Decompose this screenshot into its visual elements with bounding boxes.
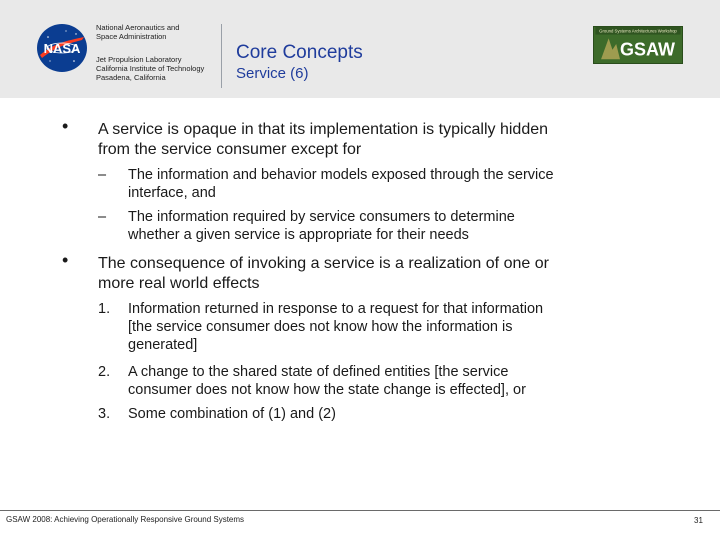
- gsaw-banner-text: Ground Systems Architectures Workshop: [599, 28, 677, 34]
- header-divider: [221, 24, 222, 88]
- footer-text: GSAW 2008: Achieving Operationally Responsive Ground Systems: [6, 515, 245, 524]
- nasa-logo-icon: [36, 23, 88, 73]
- page-number: 31: [694, 516, 703, 525]
- gsaw-logo-text: GSAW: [619, 39, 675, 60]
- bullet-text: The consequence of invoking a service is a realization of one or: [98, 255, 549, 272]
- lab-name: [96, 55, 204, 82]
- bullet-text: A service is opaque in that its implementation is typically hidden: [98, 121, 549, 138]
- numbered-item-text: A change to the shared state of defined entities [the service: [128, 364, 509, 380]
- bullet-marker: •: [62, 116, 69, 136]
- lab-name-line: Pasadena, California: [96, 73, 166, 82]
- numbered-item-text: consumer does not know how the state change is effected], or: [128, 382, 526, 398]
- bullet-marker: •: [62, 250, 69, 270]
- org-name: [96, 23, 179, 41]
- sub-bullet-marker: –: [98, 209, 107, 225]
- list-number: 1.: [98, 301, 111, 317]
- sub-bullet-text: whether a given service is appropriate for their needs: [128, 227, 469, 243]
- lab-name-line: Jet Propulsion Laboratory: [96, 55, 182, 64]
- org-name-line: Space Administration: [96, 32, 167, 41]
- footer-divider: [0, 510, 720, 511]
- slide-title: Core Concepts: [236, 42, 363, 63]
- sub-bullet-text: The information required by service consumers to determine: [128, 209, 515, 225]
- numbered-item-text: [the service consumer does not know how the information is: [128, 319, 513, 335]
- numbered-item: [128, 405, 336, 423]
- sub-bullet-item: [128, 166, 554, 202]
- sub-bullet-text: interface, and: [128, 185, 216, 201]
- numbered-item: [128, 363, 526, 399]
- sub-bullet-text: The information and behavior models exposed through the service: [128, 167, 554, 183]
- bullet-item: [98, 254, 549, 294]
- org-name-line: National Aeronautics and: [96, 23, 180, 32]
- slide-subtitle: Service (6): [236, 65, 309, 82]
- numbered-item-text: generated]: [128, 337, 198, 353]
- bullet-text: from the service consumer except for: [98, 141, 362, 158]
- numbered-item: [128, 300, 543, 354]
- nasa-logo-text: NASA: [43, 41, 81, 56]
- lab-name-line: California Institute of Technology: [96, 64, 205, 73]
- sub-bullet-marker: –: [98, 167, 107, 183]
- bullet-item: [98, 120, 548, 160]
- gsaw-logo-icon: [593, 26, 683, 64]
- slide-header: [0, 0, 720, 98]
- numbered-item-text: Information returned in response to a request for that information: [128, 301, 544, 317]
- list-number: 3.: [98, 406, 111, 422]
- sub-bullet-item: [128, 208, 515, 244]
- list-number: 2.: [98, 364, 111, 380]
- bullet-text: more real world effects: [98, 275, 260, 292]
- numbered-item-text: Some combination of (1) and (2): [128, 406, 336, 422]
